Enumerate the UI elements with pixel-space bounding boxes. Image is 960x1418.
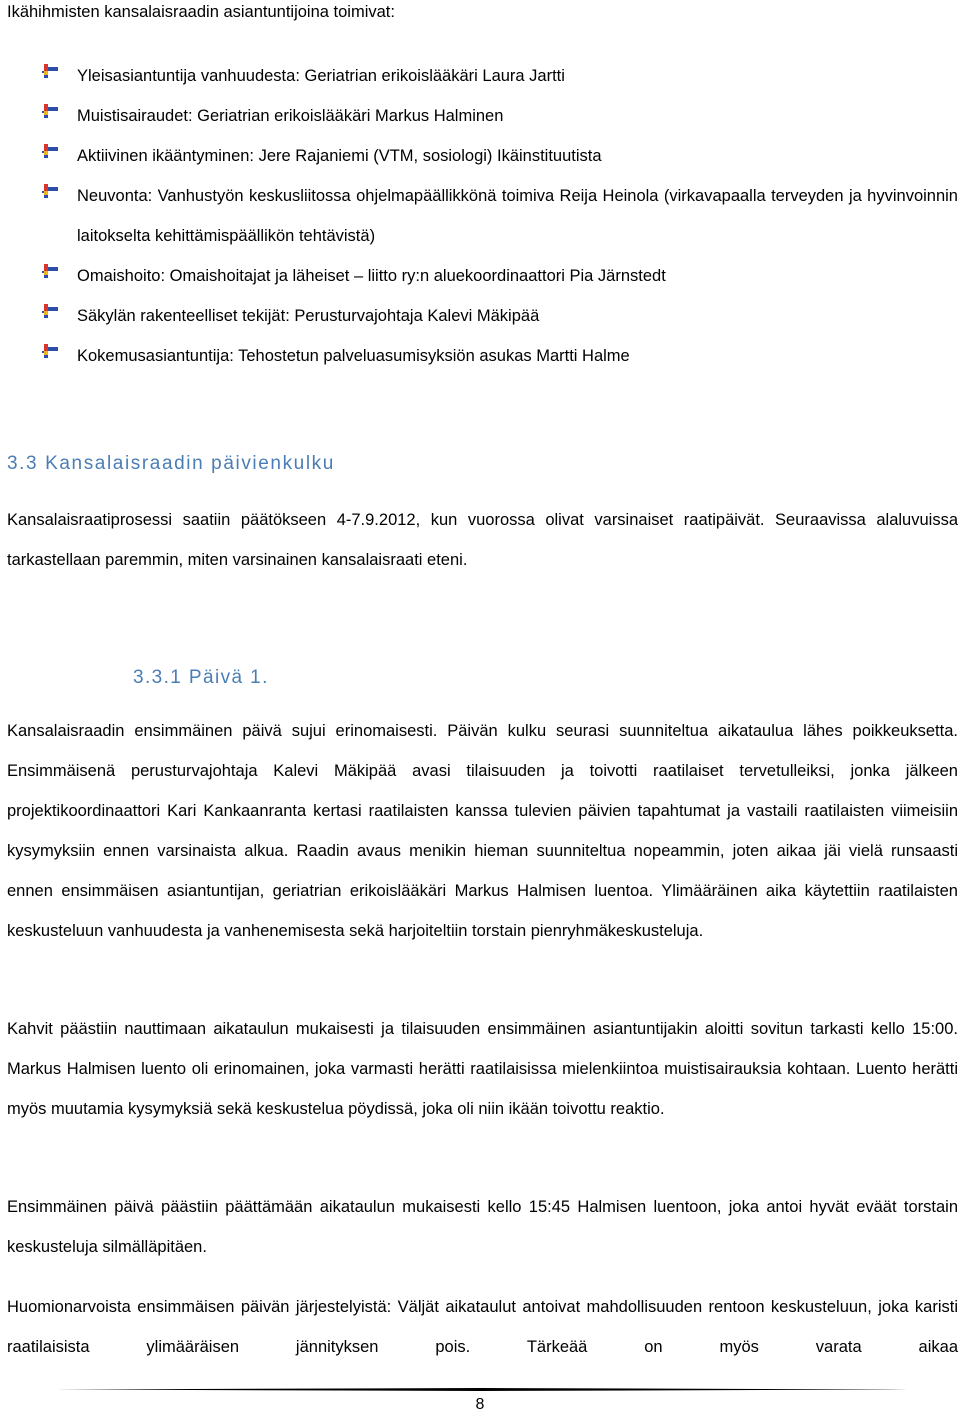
- colored-square-bullet-icon: [42, 264, 58, 278]
- list-item: [42, 336, 958, 376]
- list-item: [42, 176, 958, 256]
- expert-text: Säkylän rakenteelliset tekijät: Perusturvajohtaja Kalevi Mäkipää: [77, 307, 540, 325]
- colored-square-bullet-icon: [42, 104, 58, 118]
- body-paragraph: Huomionarvoista ensimmäisen päivän järjestelyistä: Väljät aikataulut antoivat mahdollisuuden rentoon keskusteluun, joka karisti raatilaisista ylimääräisen jännityksen pois. Tärkeää on myös varata aikaa: [7, 1298, 958, 1356]
- list-item: [42, 136, 958, 176]
- colored-square-bullet-icon: [42, 64, 58, 78]
- list-item: [42, 96, 958, 136]
- colored-square-bullet-icon: [42, 344, 58, 358]
- page-number: 8: [475, 1396, 485, 1413]
- intro-text: Ikähihmisten kansalaisraadin asiantuntijoina toimivat:: [7, 3, 395, 21]
- footer-divider: [55, 1388, 908, 1391]
- expert-text: Muistisairaudet: Geriatrian erikoislääkäri Markus Halminen: [77, 107, 504, 125]
- colored-square-bullet-icon: [42, 144, 58, 158]
- section-heading: 3.3 Kansalaisraadin päivienkulku: [7, 453, 335, 474]
- section-paragraph: Kansalaisraatiprosessi saatiin päätökseen 4-7.9.2012, kun vuorossa olivat varsinaiset raatipäivät. Seuraavissa alaluvuissa tarkastellaan paremmin, miten varsinainen kansalaisraati eteni.: [7, 511, 958, 569]
- expert-list: [42, 56, 958, 376]
- body-paragraph: Kahvit päästiin nauttimaan aikataulun mukaisesti ja tilaisuuden ensimmäinen asiantuntijakin aloitti sovitun tarkasti kello 15:00. Markus Halmisen luento oli erinomainen, joka varmasti herätti raatilaisissa mielenkiintoa muistisairauksia kohtaan. Luento herätti myös muutamia kysymyksiä sekä keskustelua pöydissä, joka oli niin ikään toivottu reaktio.: [7, 1020, 958, 1118]
- body-paragraph: Ensimmäinen päivä päästiin päättämään aikataulun mukaisesti kello 15:45 Halmisen luentoon, joka antoi hyvät eväät torstain keskusteluja silmälläpitäen.: [7, 1198, 958, 1256]
- expert-text: Aktiivinen ikääntyminen: Jere Rajaniemi (VTM, sosiologi) Ikäinstituutista: [77, 147, 602, 165]
- subsection-heading: 3.3.1 Päivä 1.: [133, 667, 269, 688]
- expert-text: Neuvonta: Vanhustyön keskusliitossa ohjelmapäällikkönä toimiva Reija Heinola (virkavapaalla terveyden ja hyvinvoinnin laitokselta kehittämispäällikön tehtävistä): [77, 187, 958, 245]
- list-item: [42, 56, 958, 96]
- expert-text: Yleisasiantuntija vanhuudesta: Geriatrian erikoislääkäri Laura Jartti: [77, 67, 565, 85]
- colored-square-bullet-icon: [42, 184, 58, 198]
- expert-text: Omaishoito: Omaishoitajat ja läheiset – liitto ry:n aluekoordinaattori Pia Järnstedt: [77, 267, 666, 285]
- list-item: [42, 256, 958, 296]
- body-paragraph: Kansalaisraadin ensimmäinen päivä sujui erinomaisesti. Päivän kulku seurasi suunniteltua aikataulua lähes poikkeuksetta. Ensimmäisenä perusturvajohtaja Kalevi Mäkipää avasi tilaisuuden ja toivotti raatilaiset tervetulleiksi, jonka jälkeen projektikoordinaattori Kari Kankaanranta kertasi raatilaisten kanssa tulevien päivien tapahtumat ja vastaili raatilaisten viimeisiin kysymyksiin ennen varsinaista alkua. Raadin avaus menikin hieman suunniteltua nopeammin, joten aikaa jäi vielä runsaasti ennen ensimmäisen asiantuntijan, geriatrian erikoislääkäri Markus Halmisen luentoa. Ylimääräinen aika käytettiin raatilaisten keskusteluun vanhuudesta ja vanhenemisesta sekä harjoiteltiin torstain pienryhmäkeskusteluja.: [7, 722, 958, 940]
- list-item: [42, 296, 958, 336]
- colored-square-bullet-icon: [42, 304, 58, 318]
- expert-text: Kokemusasiantuntija: Tehostetun palveluasumisyksiön asukas Martti Halme: [77, 347, 630, 365]
